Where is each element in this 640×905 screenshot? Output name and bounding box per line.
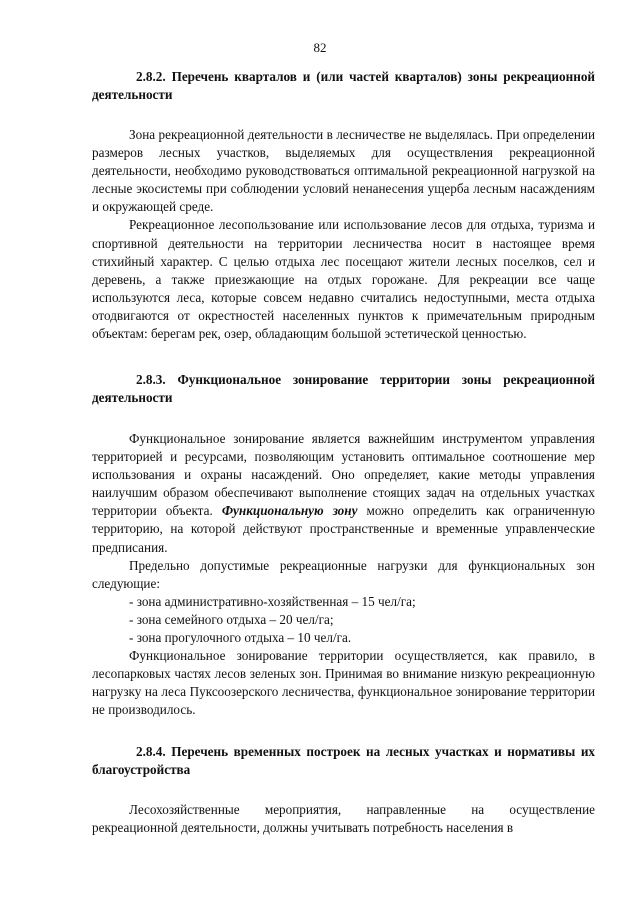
- paragraph: Функциональное зонирование территории осуществляется, как правило, в лесопарковых частях лесов зеленых зон. Принимая во внимание низкую рекреационную нагрузку на леса Пуксоозерского лесничества, функциональное зонирование территории не производилось.: [92, 648, 595, 718]
- section-2-8-4: [92, 743, 595, 779]
- paragraph-text: можно определить как ограниченную территорию, на которой действуют пространственные и временные управленческие предписания.: [92, 503, 595, 555]
- paragraph: Предельно допустимые рекреационные нагрузки для функциональных зон следующие:: [92, 557, 595, 591]
- section-title: Перечень временных построек на лесных участках и нормативы их благоустройства: [92, 744, 596, 777]
- section-heading: [92, 371, 595, 407]
- section-title: Функциональное зонирование территории зоны рекреационной деятельности: [92, 372, 595, 405]
- section-number: 2.8.2.: [136, 69, 166, 84]
- section-heading: [92, 68, 595, 104]
- body-block-2: [92, 430, 595, 720]
- paragraph: Рекреационное лесопользование или использование лесов для отдыха, туризма и спортивной деятельности на территории лесничества носит в настоящее время стихийный характер. С целью отдыха лес посещают жители лесных поселков, сел и деревень, а также приезжающие на отдых горожане. Для рекреации все чаще используются леса, которые совсем недавно считались недоступными, места отдыха отодвигаются от окрестностей населенных пунктов к примечательным природным объектам: берегам рек, озер, обладающим большой эстетической ценностью.: [92, 217, 595, 342]
- section-2-8-3: [92, 371, 595, 407]
- paragraph: [92, 430, 595, 557]
- paragraph: Зона рекреационной деятельности в лесничестве не выделялась. При определении размеров лесных участков, выделяемых для осуществления рекреационной деятельности, необходимо руководствоваться оптимальной рекреационной нагрузкой на лесные экосистемы при соблюдении условий ненанесения ущерба лесным насаждениям и окружающей среде.: [92, 127, 595, 215]
- body-block-1: [92, 126, 595, 343]
- section-number: 2.8.4.: [136, 744, 166, 759]
- body-block-3: [92, 801, 595, 837]
- section-2-8-2: [92, 68, 595, 104]
- paragraph: Лесохозяйственные мероприятия, направленные на осуществление рекреационной деятельности, должны учитывать потребность населения в: [92, 802, 595, 836]
- paragraph-text: Функциональное зонирование является важнейшим инструментом управления территорией и ресурсами, позволяющим установить оптимальное соотношение мер использования и охраны насаждений. Оно определяет, какие методы управления наилучшим образом обеспечивают выполнение стоящих задач на отдельных участках территории объекта.: [92, 431, 595, 519]
- page-number: 82: [313, 40, 327, 55]
- list-item: - зона административно-хозяйственная – 15 чел/га;: [129, 593, 416, 609]
- section-heading: [92, 743, 595, 779]
- section-title: Перечень кварталов и (или частей кварталов) зоны рекреационной деятельности: [92, 69, 596, 102]
- section-number: 2.8.3.: [136, 372, 166, 387]
- list-item: - зона семейного отдыха – 20 чел/га;: [129, 611, 334, 627]
- emphasized-term: Функциональную зону: [221, 503, 358, 519]
- list-item: - зона прогулочного отдыха – 10 чел/га.: [129, 630, 352, 646]
